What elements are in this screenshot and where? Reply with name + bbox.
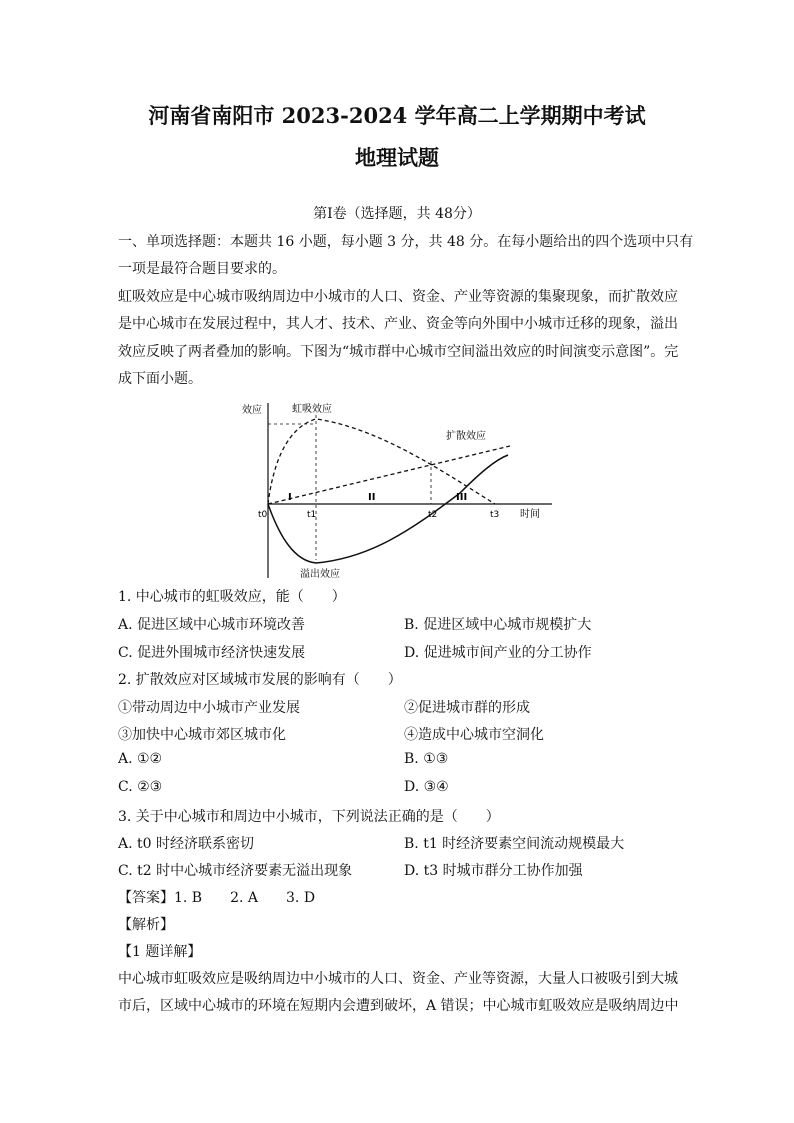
q2-option-b: B. ①③ (404, 751, 449, 767)
q1-option-a: A. 促进区域中心城市环境改善 (118, 617, 306, 633)
region-label-3: III (456, 492, 468, 503)
region-label-1: I (288, 492, 292, 503)
q2-statement-4: ④造成中心城市空洞化 (404, 727, 544, 743)
instruction-line-1: 一、单项选择题：本题共 16 小题，每小题 3 分，共 48 分。在每小题给出的四个选项中只有 (118, 234, 694, 250)
q2-statement-3: ③加快中心城市郊区城市化 (118, 727, 286, 743)
document-title: 河南省南阳市 2023-2024 学年高二上学期期中考试 (148, 103, 646, 128)
diffusion-effect-line (268, 446, 510, 504)
tick-t1: t1 (307, 510, 317, 520)
detail-label: 【1 题详解】 (118, 944, 202, 960)
passage-line-1: 虹吸效应是中心城市吸纳周边中小城市的人口、资金、产业等资源的集聚现象，而扩散效应 (118, 289, 678, 305)
q1-option-b: B. 促进区域中心城市规模扩大 (404, 617, 592, 633)
q2-option-d: D. ③④ (404, 779, 449, 795)
siphon-effect-label: 虹吸效应 (292, 404, 332, 415)
q1-option-c: C. 促进外围城市经济快速发展 (118, 645, 306, 661)
instruction-line-2: 一项是最符合题目要求的。 (118, 261, 286, 277)
analysis-label: 【解析】 (118, 917, 174, 933)
q3-option-b: B. t1 时经济要素空间流动规模最大 (404, 836, 625, 852)
q2-option-a: A. ①② (118, 751, 163, 767)
q3-option-d: D. t3 时城市群分工协作加强 (404, 863, 583, 879)
passage-line-2: 是中心城市在发展过程中，其人才、技术、产业、资金等向外围中小城市迁移的现象，溢出 (118, 316, 678, 332)
q3-option-c: C. t2 时中心城市经济要素无溢出现象 (118, 863, 353, 879)
diffusion-effect-label: 扩散效应 (446, 431, 486, 442)
tick-t3: t3 (490, 510, 500, 520)
y-axis-label: 效应 (242, 405, 262, 416)
q2-statement-2: ②促进城市群的形成 (404, 700, 530, 716)
passage-line-3: 效应反映了两者叠加的影响。下图为“城市群中心城市空间溢出效应的时间演变示意图”。完 (118, 344, 679, 360)
q2-option-c: C. ②③ (118, 779, 163, 795)
spillover-effect-figure (230, 393, 560, 583)
detail-line-1: 中心城市虹吸效应是吸纳周边中小城市的人口、资金、产业等资源，大量人口被吸引到大城 (118, 971, 678, 987)
passage-line-4: 成下面小题。 (118, 371, 202, 387)
region-label-2: II (368, 492, 376, 503)
q1-option-d: D. 促进城市间产业的分工协作 (404, 645, 592, 661)
section-heading: 第Ⅰ卷（选择题，共 48分） (313, 206, 481, 222)
tick-t2: t2 (428, 510, 438, 520)
q3-stem: 3. 关于中心城市和周边中小城市，下列说法正确的是（ ） (118, 809, 500, 825)
document-subtitle: 地理试题 (355, 145, 439, 170)
spillover-effect-curve (268, 455, 508, 563)
x-axis-label: 时间 (520, 509, 540, 520)
q2-statement-1: ①带动周边中小城市产业发展 (118, 700, 300, 716)
tick-t0: t0 (258, 510, 268, 520)
q3-option-a: A. t0 时经济联系密切 (118, 836, 254, 852)
q1-stem: 1. 中心城市的虹吸效应，能（ ） (118, 589, 346, 605)
spillover-effect-label: 溢出效应 (300, 569, 340, 580)
q2-stem: 2. 扩散效应对区域城市发展的影响有（ ） (118, 672, 402, 688)
answer-line: 【答案】1. B 2. A 3. D (118, 890, 316, 906)
detail-line-2: 市后，区域中心城市的环境在短期内会遭到破坏，A 错误；中心城市虹吸效应是吸纳周边中 (118, 998, 679, 1014)
